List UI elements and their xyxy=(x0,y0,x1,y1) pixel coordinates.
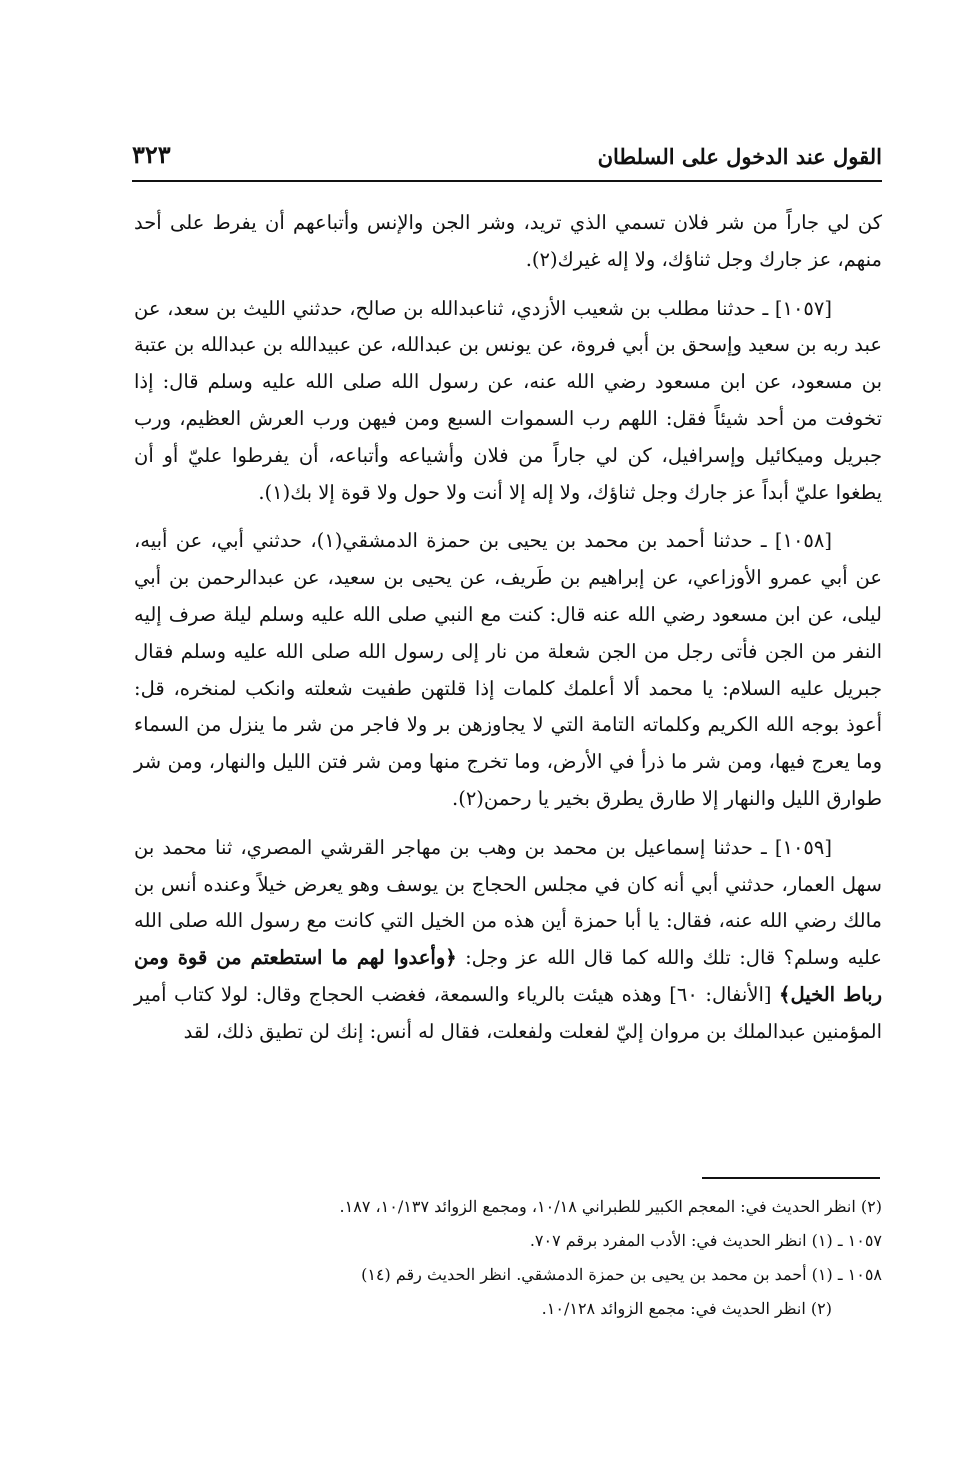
hadith-1059-text-end: [الأنفال: ٦٠] وهذه هيئت بالرياء والسمعة، فغضب الحجاج وقال: لولا كتاب أمير المؤمنين عبدالملك بن مروان إليّ لفعلت ولفعلت، فقال له أنس: إنك لن تطيق ذلك، لقد xyxy=(134,982,882,1043)
hadith-1059-text-start: [١٠٥٩] ـ حدثنا إسماعيل بن محمد بن وهب بن مهاجر القرشي المصري، ثنا محمد بن سهل العمار، حدثني أبي أنه كان في مجلس الحجاج بن يوسف وهو يعرض خيلاً وعنده أنس بن مالك رضي الله عنه، فقال: يا أبا حمزة أين هذه من الخيل التي كانت مع رسول الله صلى الله عليه وسلم؟ قال: تلك والله كما قال الله عز وجل: xyxy=(134,835,882,970)
page-number: ٣٢٣ xyxy=(132,140,171,169)
hadith-1057: [١٠٥٧] ـ حدثنا مطلب بن شعيب الأزدي، ثناعبدالله بن صالح، حدثني الليث بن سعد، عن عبد ربه بن سعيد وإسحق بن أبي فروة، عن يونس بن عبدالله، عن عبيدالله بن عبدالله بن عتبة بن مسعود، عن ابن مسعود رضي الله عنه، عن رسول الله صلى الله عليه وسلم قال: إذا تخوفت من أحد شيئاً فقل: اللهم رب السموات السبع ومن فيهن ورب العرش العظيم، ورب جبريل وميكائيل وإسرافيل، كن لي جاراً من فلان وأشياعه وأتباعه، أن يفرطوا عليّ أو أن يطغوا عليّ أبداً عز جارك وجل ثناؤك، ولا إله إلا أنت ولا حول ولا قوة إلا بك(١). xyxy=(134,296,882,504)
main-text xyxy=(134,205,882,1063)
footnote-divider xyxy=(702,1177,880,1179)
footnote-line: ١٠٥٨ ـ (١) أحمد بن محمد بن يحيى بن حمزة الدمشقي. انظر الحديث رقم (١٤) xyxy=(361,1265,882,1284)
quran-quote: ﴿وأعدوا لهم ما استطعتم من قوة ومن رباط الخيل﴾ xyxy=(134,946,882,1006)
footnote-line: (٢) انظر الحديث في: مجمع الزوائد ١٠/١٢٨. xyxy=(541,1299,832,1318)
chapter-title: القول عند الدخول على السلطان xyxy=(597,144,882,169)
footnote-line: ١٠٥٧ ـ (١) انظر الحديث في: الأدب المفرد برقم ٧٠٧. xyxy=(529,1231,882,1250)
hadith-1059 xyxy=(134,830,882,1051)
footnotes xyxy=(134,1190,882,1326)
page-header xyxy=(132,138,882,178)
header-divider xyxy=(132,180,882,182)
hadith-1058: [١٠٥٨] ـ حدثنا أحمد بن محمد بن يحيى بن حمزة الدمشقي(١)، حدثني أبي، عن أبيه، عن أبي عمرو الأوزاعي، عن إبراهيم بن طَريف، عن يحيى بن سعيد، عن عبدالرحمن بن أبي ليلى، عن ابن مسعود رضي الله عنه قال: كنت مع النبي صلى الله عليه وسلم ليلة صرف إليه النفر من الجن فأتى رجل من الجن شعلة من نار إلى رسول الله صلى الله عليه وسلم فقال جبريل عليه السلام: يا محمد ألا أعلمك كلمات إذا قلتهن طفيت شعلته وانكب لمنخره، قل: أعوذ بوجه الله الكريم وكلماته التامة التي لا يجاوزهن بر ولا فاجر من شر ما ينزل من السماء وما يعرج فيها، ومن شر ما ذرأ في الأرض، وما تخرج منها ومن شر فتن الليل والنهار، ومن شر طوارق الليل والنهار إلا طارق يطرق بخير يا رحمن(٢). xyxy=(134,529,882,810)
paragraph-continuation: كن لي جاراً من شر فلان تسمي الذي تريد، وشر الجن والإنس وأتباعهم أن يفرط على أحد منهم، عز جارك وجل ثناؤك، ولا إله غيرك(٢). xyxy=(134,211,882,271)
footnote-line: (٢) انظر الحديث في: المعجم الكبير للطبراني ١٠/١٨، ومجمع الزوائد ١٠/١٣٧، ١٨٧. xyxy=(339,1197,882,1216)
